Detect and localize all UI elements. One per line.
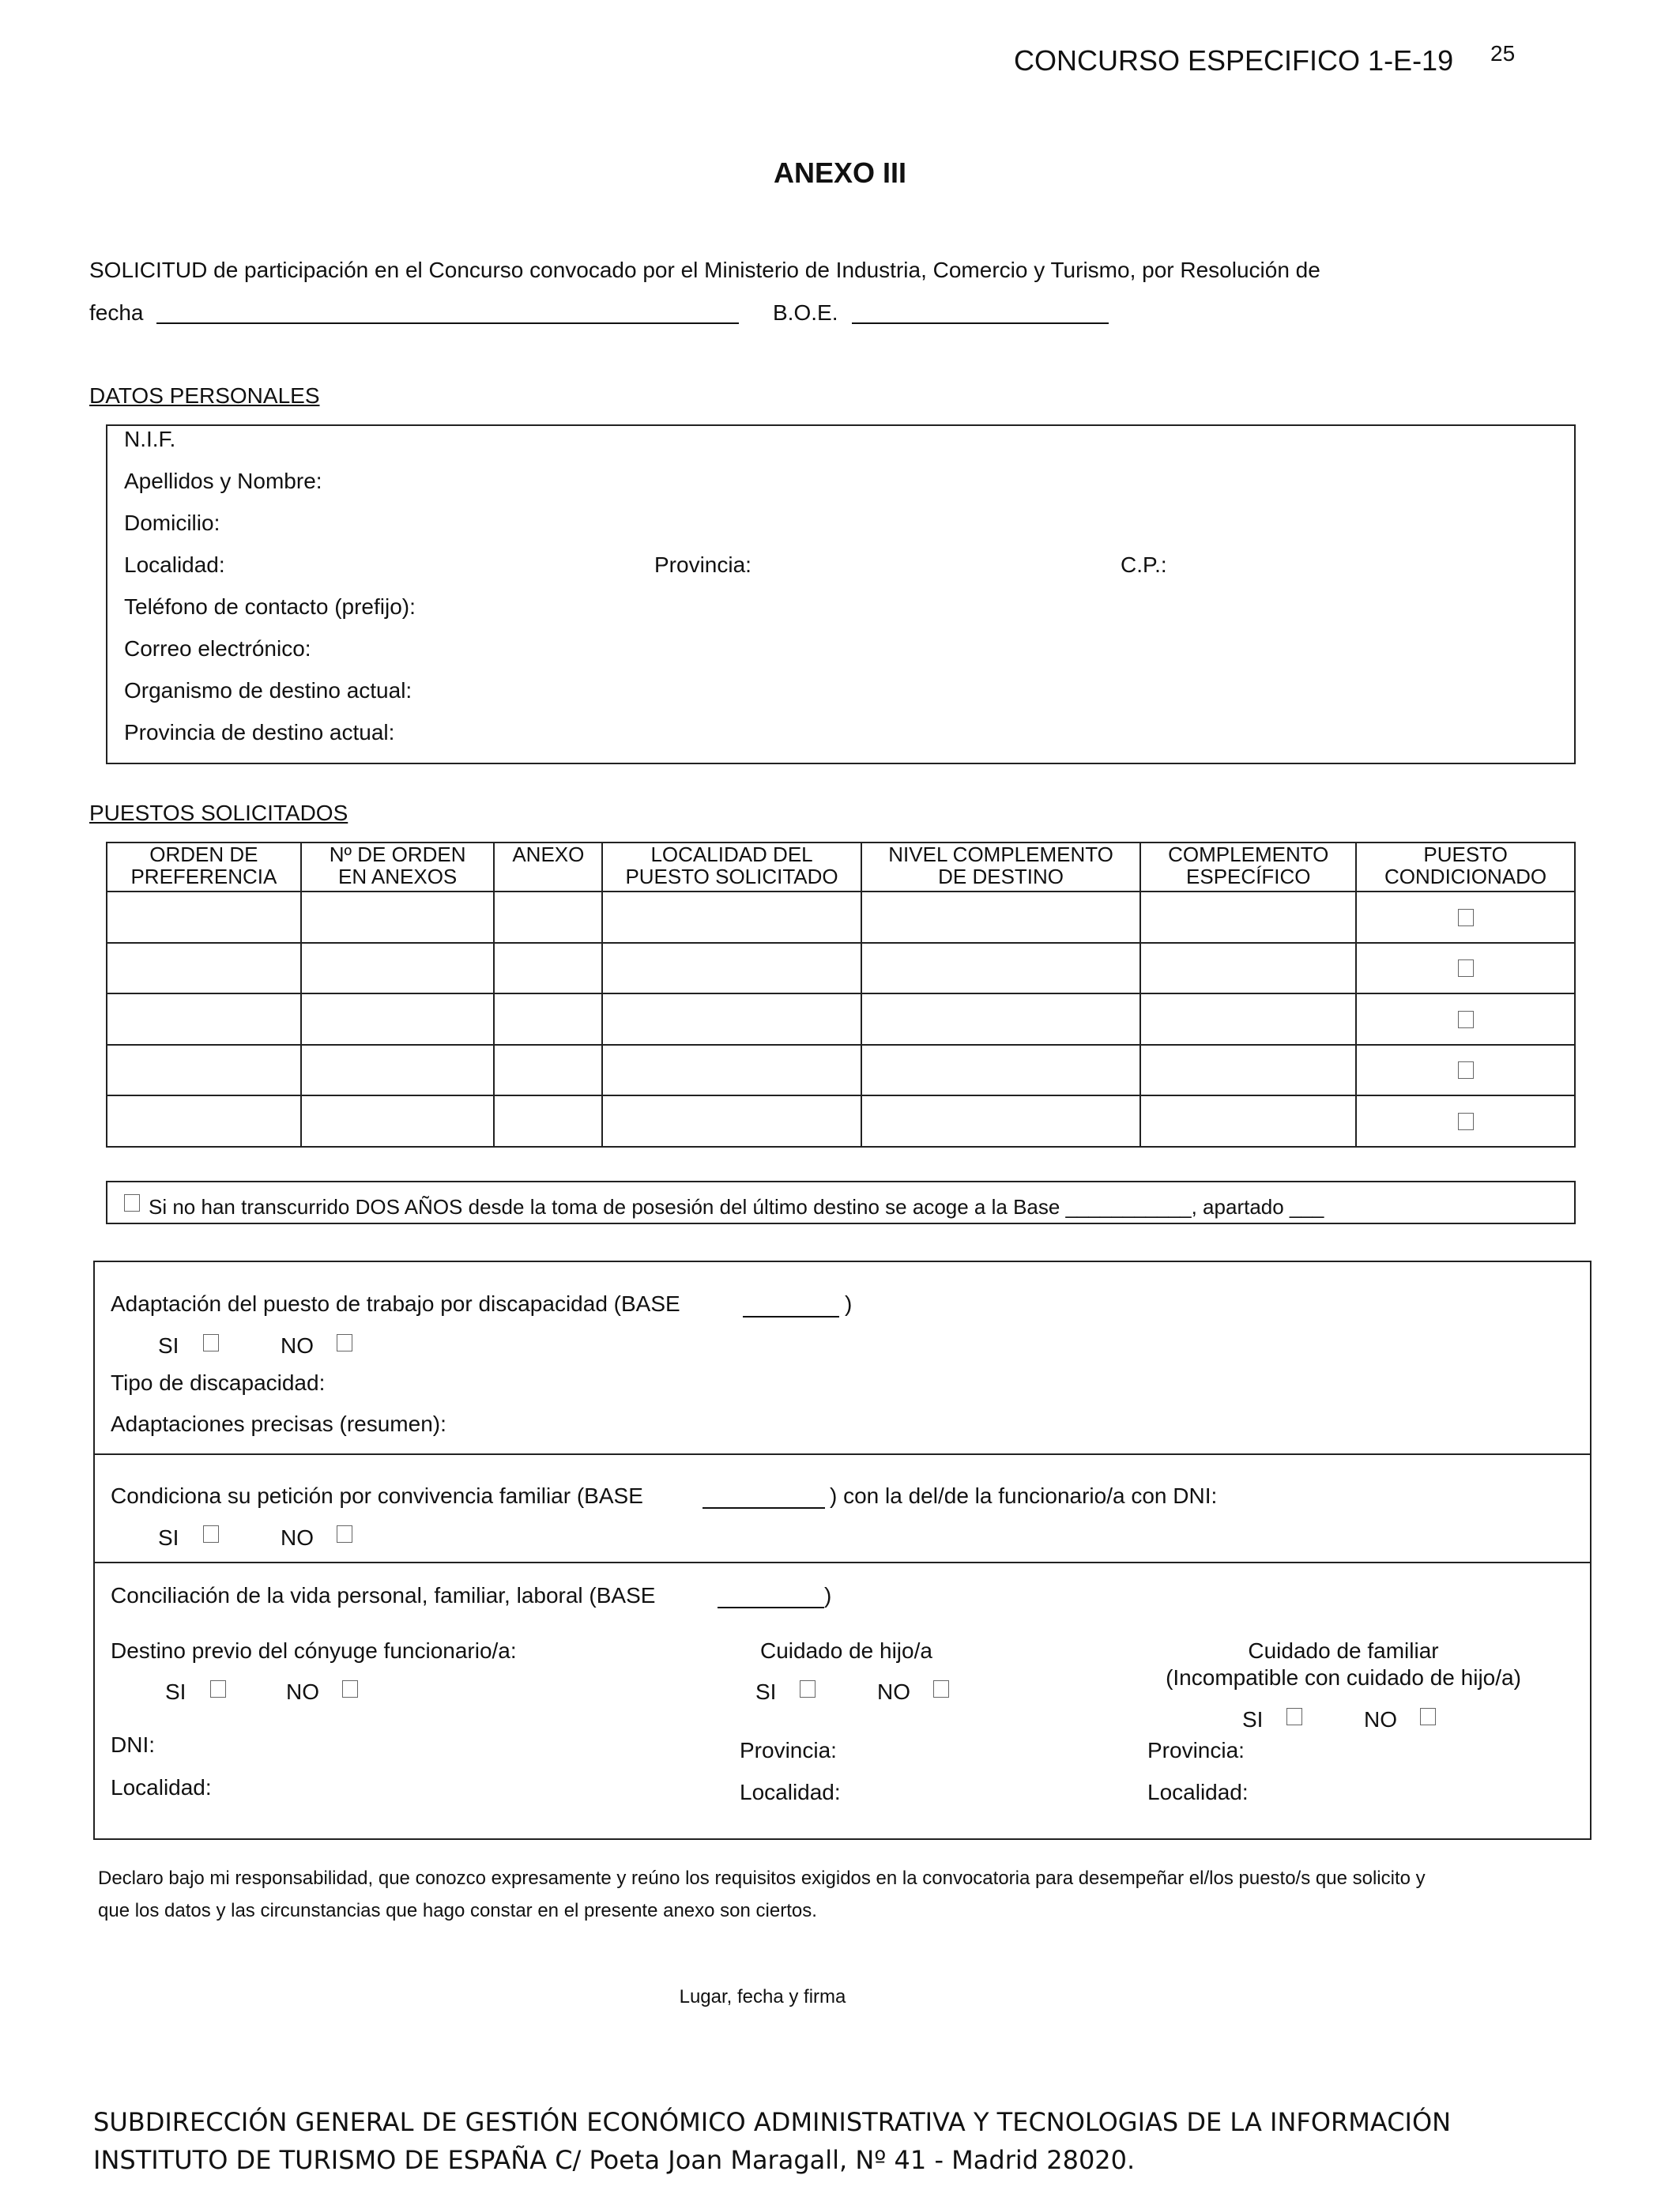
table-cell[interactable] [861, 1095, 1141, 1147]
cp-label: C.P.: [1121, 552, 1167, 577]
hijo-localidad-label: Localidad: [740, 1780, 841, 1804]
conyuge-label: Destino previo del cónyuge funcionario/a: [111, 1638, 517, 1663]
table-cell[interactable] [107, 993, 301, 1045]
table-cell [1356, 993, 1575, 1045]
col-nivel: NIVEL COMPLEMENTO DE DESTINO [861, 843, 1141, 892]
table-cell[interactable] [1140, 993, 1356, 1045]
table-header-row [107, 843, 1575, 892]
table-cell[interactable] [301, 1045, 495, 1096]
document-code: CONCURSO ESPECIFICO 1-E-19 [1014, 44, 1454, 77]
fecha-label: fecha [89, 300, 144, 325]
table-cell[interactable] [107, 1095, 301, 1147]
adaptacion-no-label: NO [281, 1333, 314, 1358]
table-cell[interactable] [1140, 1095, 1356, 1147]
familiar-label: Cuidado de familiar [1248, 1638, 1439, 1663]
adaptacion-si-label: SI [158, 1333, 179, 1358]
table-cell[interactable] [861, 993, 1141, 1045]
fecha-field[interactable] [156, 322, 739, 324]
table-cell [1356, 1045, 1575, 1096]
table-row [107, 943, 1575, 994]
table-cell [1356, 892, 1575, 943]
table-cell [1356, 943, 1575, 994]
col-num-orden: Nº DE ORDEN EN ANEXOS [301, 843, 495, 892]
hijo-no-checkbox[interactable] [933, 1680, 949, 1698]
col-orden: ORDEN DE PREFERENCIA [107, 843, 301, 892]
circunstancias-box [93, 1261, 1591, 1840]
table-cell[interactable] [602, 993, 861, 1045]
col-localidad: LOCALIDAD DEL PUESTO SOLICITADO [602, 843, 861, 892]
col-complemento: COMPLEMENTO ESPECÍFICO [1140, 843, 1356, 892]
adaptacion-label: Adaptación del puesto de trabajo por discapacidad (BASE [111, 1291, 680, 1316]
dos-anos-checkbox[interactable] [124, 1194, 140, 1212]
conciliacion-close: ) [824, 1583, 832, 1608]
table-cell[interactable] [861, 892, 1141, 943]
adaptaciones-label: Adaptaciones precisas (resumen): [111, 1412, 446, 1436]
signature-label: Lugar, fecha y firma [679, 1986, 846, 2007]
conciliacion-base-field[interactable] [718, 1607, 824, 1608]
domicilio-label: Domicilio: [124, 511, 220, 535]
condicionado-checkbox[interactable] [1458, 909, 1474, 926]
hijo-label: Cuidado de hijo/a [760, 1638, 932, 1663]
table-cell[interactable] [861, 943, 1141, 994]
conyuge-localidad-label: Localidad: [111, 1775, 212, 1800]
convivencia-rest: ) con la del/de la funcionario/a con DNI: [830, 1483, 1218, 1508]
table-cell[interactable] [107, 1045, 301, 1096]
table-cell[interactable] [602, 1095, 861, 1147]
declaration-line-1: Declaro bajo mi responsabilidad, que conozco expresamente y reúno los requisitos exigidos en la convocatoria para desempeñar el/los puesto/s que solicito y [98, 1868, 1426, 1889]
table-cell[interactable] [107, 943, 301, 994]
hijo-si-label: SI [755, 1679, 777, 1704]
boe-field[interactable] [852, 322, 1109, 324]
table-cell[interactable] [301, 993, 495, 1045]
hijo-si-checkbox[interactable] [800, 1680, 816, 1698]
table-cell[interactable] [301, 943, 495, 994]
localidad-label: Localidad: [124, 552, 225, 577]
table-cell[interactable] [602, 1045, 861, 1096]
provincia-label: Provincia: [654, 552, 751, 577]
table-cell[interactable] [494, 892, 602, 943]
tipo-discapacidad-label: Tipo de discapacidad: [111, 1370, 326, 1395]
conyuge-dni-label: DNI: [111, 1732, 155, 1757]
table-cell[interactable] [1140, 1045, 1356, 1096]
col-anexo: ANEXO [494, 843, 602, 892]
table-cell[interactable] [1140, 892, 1356, 943]
table-row [107, 993, 1575, 1045]
table-cell[interactable] [494, 993, 602, 1045]
familiar-no-label: NO [1364, 1707, 1397, 1732]
convivencia-base-field[interactable] [703, 1507, 825, 1509]
table-cell[interactable] [494, 1045, 602, 1096]
boe-label: B.O.E. [773, 300, 838, 325]
familiar-localidad-label: Localidad: [1147, 1780, 1249, 1804]
adaptacion-base-field[interactable] [743, 1316, 839, 1318]
conyuge-no-label: NO [286, 1679, 319, 1704]
familiar-si-checkbox[interactable] [1286, 1708, 1302, 1725]
footer-line-1: SUBDIRECCIÓN GENERAL DE GESTIÓN ECONÓMICO ADMINISTRATIVA Y TECNOLOGIAS DE LA INFORMACIÓN [93, 2107, 1452, 2137]
table-cell[interactable] [301, 1095, 495, 1147]
divider [93, 1453, 1591, 1455]
conyuge-si-checkbox[interactable] [210, 1680, 226, 1698]
table-cell[interactable] [494, 943, 602, 994]
familiar-note: (Incompatible con cuidado de hijo/a) [1166, 1665, 1521, 1690]
divider [93, 1562, 1591, 1563]
nif-label: N.I.F. [124, 427, 176, 451]
familiar-si-label: SI [1242, 1707, 1264, 1732]
condicionado-checkbox[interactable] [1458, 1011, 1474, 1028]
table-cell [1356, 1095, 1575, 1147]
declaration-line-2: que los datos y las circunstancias que hago constar en el presente anexo son ciertos. [98, 1900, 817, 1921]
personal-data-heading: DATOS PERSONALES [89, 383, 320, 408]
table-cell[interactable] [1140, 943, 1356, 994]
table-row [107, 892, 1575, 943]
table-cell[interactable] [602, 943, 861, 994]
convivencia-no-checkbox[interactable] [337, 1525, 352, 1543]
table-cell[interactable] [107, 892, 301, 943]
adaptacion-si-checkbox[interactable] [203, 1334, 219, 1351]
hijo-no-label: NO [877, 1679, 910, 1704]
apellidos-label: Apellidos y Nombre: [124, 469, 322, 493]
condicionado-checkbox[interactable] [1458, 1061, 1474, 1079]
puestos-heading: PUESTOS SOLICITADOS [89, 801, 348, 825]
page-title: ANEXO III [773, 156, 907, 189]
conyuge-no-checkbox[interactable] [342, 1680, 358, 1698]
familiar-provincia-label: Provincia: [1147, 1738, 1245, 1762]
convivencia-label: Condiciona su petición por convivencia familiar (BASE [111, 1483, 643, 1508]
page-number: 25 [1490, 41, 1516, 66]
provincia-destino-label: Provincia de destino actual: [124, 720, 395, 745]
dos-anos-text: Si no han transcurrido DOS AÑOS desde la toma de posesión del último destino se acoge a la Base ___________, apartado ___ [149, 1195, 1324, 1219]
table-cell[interactable] [861, 1045, 1141, 1096]
footer-line-2: INSTITUTO DE TURISMO DE ESPAÑA C/ Poeta Joan Maragall, Nº 41 - Madrid 28020. [93, 2145, 1136, 2175]
adaptacion-no-checkbox[interactable] [337, 1334, 352, 1351]
convivencia-si-checkbox[interactable] [203, 1525, 219, 1543]
table-cell[interactable] [301, 892, 495, 943]
adaptacion-close: ) [845, 1291, 853, 1316]
correo-label: Correo electrónico: [124, 636, 311, 661]
convivencia-si-label: SI [158, 1525, 179, 1550]
familiar-no-checkbox[interactable] [1420, 1708, 1436, 1725]
col-condicionado: PUESTO CONDICIONADO [1356, 843, 1575, 892]
telefono-label: Teléfono de contacto (prefijo): [124, 594, 416, 619]
table-cell[interactable] [602, 892, 861, 943]
convivencia-no-label: NO [281, 1525, 314, 1550]
table-cell[interactable] [494, 1095, 602, 1147]
organismo-label: Organismo de destino actual: [124, 678, 412, 703]
conciliacion-label: Conciliación de la vida personal, familiar, laboral (BASE [111, 1583, 656, 1608]
condicionado-checkbox[interactable] [1458, 959, 1474, 977]
condicionado-checkbox[interactable] [1458, 1113, 1474, 1130]
puestos-table [106, 842, 1576, 1148]
conyuge-si-label: SI [165, 1679, 186, 1704]
table-row [107, 1045, 1575, 1096]
hijo-provincia-label: Provincia: [740, 1738, 837, 1762]
table-row [107, 1095, 1575, 1147]
intro-text: SOLICITUD de participación en el Concurso convocado por el Ministerio de Industria, Comercio y Turismo, por Resolución de [89, 258, 1320, 282]
